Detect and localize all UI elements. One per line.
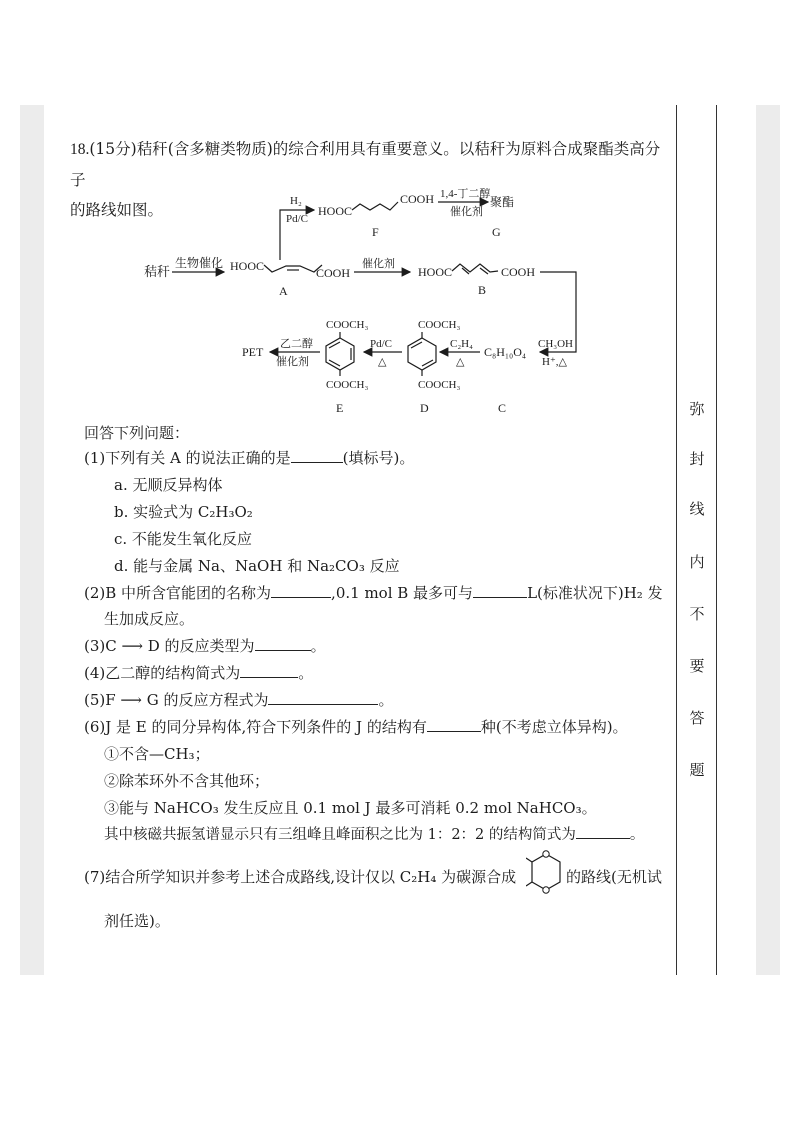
- question-3-text: (3)C ⟶ D 的反应类型为: [84, 637, 255, 655]
- h2-label: H₂: [290, 195, 302, 207]
- h-heat-label: H⁺,△: [542, 356, 567, 368]
- catalyst-label-1: 催化剂: [450, 206, 483, 218]
- question-2-text-c: L(标准状况下)H₂ 发: [527, 584, 663, 602]
- e-top-group: COOCH₃: [326, 319, 369, 331]
- polyester-label: 聚酯: [490, 195, 515, 209]
- f-skeleton: [352, 202, 398, 210]
- right-margin-strip: [756, 105, 780, 975]
- question-1-text: (1)下列有关 A 的说法正确的是: [84, 449, 291, 467]
- question-5: [84, 689, 393, 711]
- label-c: C: [498, 401, 507, 415]
- question-4-text: (4)乙二醇的结构简式为: [84, 664, 241, 682]
- carbonyl-bond-2: [526, 882, 532, 886]
- d-bottom-group: COOCH₃: [418, 379, 461, 391]
- question-1-tail: (填标号)。: [342, 449, 415, 467]
- bio-catalysis-label: 生物催化: [175, 256, 224, 270]
- seal-char: 要: [689, 657, 705, 675]
- condition-1: ①不含—CH₃；: [104, 745, 210, 763]
- pdc-label-2: Pd/C: [370, 338, 393, 350]
- option-d: d. 能与金属 Na、NaOH 和 Na₂CO₃ 反应: [114, 557, 400, 575]
- answer-blank-3[interactable]: [255, 636, 311, 651]
- c2h4-label: C₂H₄: [450, 338, 473, 350]
- binding-line-outer: [716, 105, 717, 975]
- condition-3: ③能与 NaHCO₃ 发生反应且 0.1 mol J 最多可消耗 0.2 mol NaHCO₃。: [104, 799, 597, 817]
- condition-2: ②除苯环外不含其他环；: [104, 772, 270, 790]
- question-6-tail: 。: [629, 827, 645, 843]
- seal-char: 封: [689, 450, 705, 468]
- ring-oxygen-top: [543, 851, 549, 857]
- seal-char: 线: [689, 500, 705, 518]
- question-7-text-b: 的路线(无机试: [566, 868, 662, 886]
- left-margin-strip: [20, 105, 44, 975]
- e-ring: [326, 338, 354, 370]
- question-3-tail: 。: [310, 637, 326, 655]
- b-left-group: HOOC: [418, 265, 453, 279]
- answer-blank-1[interactable]: [291, 448, 343, 463]
- question-6: [84, 716, 628, 738]
- ch3oh-label: CH₃OH: [538, 338, 574, 350]
- oxalate-ring-structure: [526, 848, 566, 904]
- question-3: [84, 635, 326, 657]
- b-right-group: COOH: [501, 265, 536, 279]
- seal-char: 答: [689, 709, 705, 727]
- question-5-tail: 。: [378, 691, 394, 709]
- option-c: c. 不能发生氧化反应: [114, 530, 252, 548]
- answer-blank-5[interactable]: [268, 690, 378, 705]
- question-2-cont: 生加成反应。: [104, 610, 195, 628]
- label-g: G: [492, 225, 501, 239]
- carbonyl-bond-1: [526, 858, 532, 862]
- pet-label: PET: [242, 345, 264, 359]
- question-6-text-c: 其中核磁共振氢谱显示只有三组峰且峰面积之比为 1：2：2 的结构简式为: [104, 827, 576, 843]
- question-7-text-c: 剂任选)。: [104, 912, 170, 930]
- question-points: (15分): [89, 140, 137, 158]
- ring-oxygen-bottom: [543, 887, 549, 893]
- d-top-group: COOCH₃: [418, 319, 461, 331]
- binding-line-inner: [676, 105, 677, 975]
- intro-text-2: 的路线如图。: [70, 201, 164, 219]
- catalyst-label-2: 催化剂: [362, 258, 395, 270]
- a-right-group: COOH: [316, 266, 351, 280]
- question-number: 18.: [70, 141, 90, 158]
- question-2: [84, 582, 663, 604]
- a-left-group: HOOC: [230, 259, 265, 273]
- answer-blank-6a[interactable]: [427, 717, 481, 732]
- question-2-text-b: ,0.1 mol B 最多可与: [331, 584, 474, 602]
- f-left-group: HOOC: [318, 204, 353, 218]
- ethylene-glycol-label: 乙二醇: [280, 338, 313, 350]
- answer-blank-2b[interactable]: [473, 583, 527, 598]
- intro-text-1: 秸秆(含多糖类物质)的综合利用具有重要意义。以秸秆为原料合成聚酯类高分子: [70, 140, 661, 189]
- heat-label-2: △: [378, 356, 387, 368]
- seal-char: 题: [689, 761, 705, 779]
- question-6-text-a: (6)J 是 E 的同分异构体,符合下列条件的 J 的结构有: [84, 718, 427, 736]
- label-b: B: [478, 283, 487, 297]
- question-4: [84, 662, 313, 684]
- pdc-label: Pd/C: [286, 213, 309, 225]
- heat-label-1: △: [456, 356, 465, 368]
- question-4-tail: 。: [298, 664, 314, 682]
- answer-blank-4[interactable]: [240, 663, 298, 678]
- e-bottom-group: COOCH₃: [326, 379, 369, 391]
- label-d: D: [420, 401, 429, 415]
- oxalate-ring: [532, 854, 560, 890]
- question-6-text-b: 种(不考虑立体异构)。: [480, 718, 628, 736]
- c-formula: C₈H₁₀O₄: [484, 345, 527, 359]
- question-7-text-a: (7)结合所学知识并参考上述合成路线,设计仅以 C₂H₄ 为碳源合成: [84, 868, 517, 886]
- f-right-group: COOH: [400, 192, 435, 206]
- option-a: a. 无顺反异构体: [114, 476, 223, 494]
- answer-blank-2a[interactable]: [271, 583, 331, 598]
- catalyst-label-3: 催化剂: [276, 356, 309, 368]
- seal-char: 不: [689, 605, 705, 623]
- question-2-text-a: (2)B 中所含官能团的名称为: [84, 584, 272, 602]
- d-ring: [408, 338, 436, 370]
- option-b: b. 实验式为 C₂H₃O₂: [114, 503, 253, 521]
- a-skeleton: [264, 265, 322, 272]
- answer-prompt: 回答下列问题：: [84, 424, 190, 442]
- butanediol-label: 1,4-丁二醇: [440, 188, 491, 200]
- seal-char: 弥: [689, 400, 705, 418]
- answer-blank-6b[interactable]: [576, 824, 630, 839]
- straw-label: 秸秆: [144, 264, 171, 279]
- label-e: E: [336, 401, 344, 415]
- label-f: F: [372, 225, 379, 239]
- question-1: [84, 447, 414, 469]
- question-6-sub: [104, 824, 644, 846]
- question-5-text: (5)F ⟶ G 的反应方程式为: [84, 691, 269, 709]
- label-a: A: [279, 284, 288, 298]
- b-skeleton: [452, 264, 498, 272]
- seal-char: 内: [689, 553, 705, 571]
- synthesis-scheme: [130, 188, 590, 418]
